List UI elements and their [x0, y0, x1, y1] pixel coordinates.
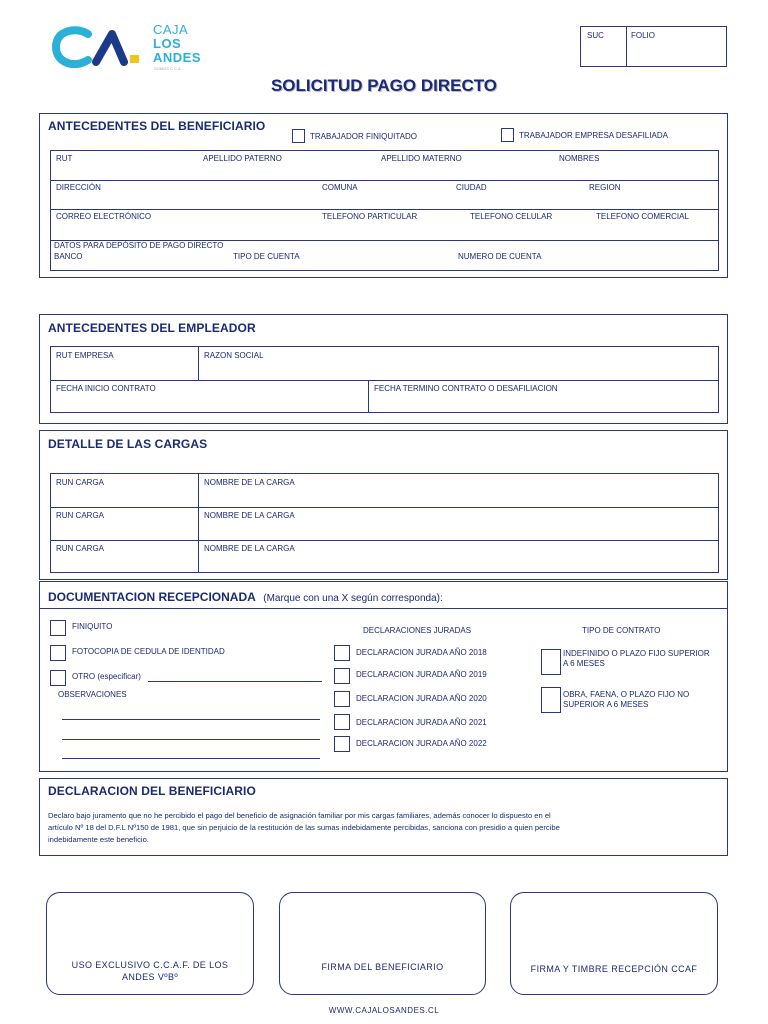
field-rut-empresa[interactable]: RUT EMPRESA	[56, 351, 114, 360]
label-declaracion-2021: DECLARACION JURADA AÑO 2021	[356, 718, 487, 727]
empleador-title: ANTECEDENTES DEL EMPLEADOR	[48, 321, 256, 335]
firma-beneficiario-label: FIRMA DEL BENEFICIARIO	[321, 962, 444, 972]
label-contrato-obra-l2: SUPERIOR A 6 MESES	[563, 700, 649, 709]
declaracion-text-line2: artículo Nº 18 del D.F.L Nº150 de 1981, que sin perjuicio de la restitución de las sumas indebidamente percibidas, sanciona con presidio a quien percibe	[48, 823, 560, 832]
checkbox-trabajador-empresa-desafiliada[interactable]	[501, 128, 514, 142]
field-fecha-inicio-contrato[interactable]: FECHA INICIO CONTRATO	[56, 384, 156, 393]
checkbox-trabajador-finiquitado[interactable]	[292, 129, 305, 143]
checkbox-contrato-indefinido[interactable]	[541, 649, 561, 675]
label-declaracion-2020: DECLARACION JURADA AÑO 2020	[356, 694, 487, 703]
field-run-carga[interactable]: RUN CARGA	[56, 511, 105, 520]
field-nombre-carga[interactable]: NOMBRE DE LA CARGA	[204, 544, 295, 553]
observaciones-line-3[interactable]	[62, 758, 320, 759]
label-contrato-indefinido-l1: INDEFINIDO O PLAZO FIJO SUPERIOR	[563, 649, 710, 658]
logo-line3: ANDES	[153, 50, 202, 65]
firma-timbre-box[interactable]	[510, 892, 718, 995]
cargas-title: DETALLE DE LAS CARGAS	[48, 437, 208, 451]
field-nombre-carga[interactable]: NOMBRE DE LA CARGA	[204, 478, 295, 487]
field-telefono-celular[interactable]: TELEFONO CELULAR	[470, 212, 553, 221]
label-finiquito: FINIQUITO	[72, 622, 113, 631]
logo-line1: CAJA	[153, 22, 189, 37]
cargas-section	[39, 430, 728, 580]
datos-deposito-label: DATOS PARA DEPÓSITO DE PAGO DIRECTO	[54, 241, 224, 250]
label-contrato-obra-l1: OBRA, FAENA, O PLAZO FIJO NO	[563, 690, 690, 699]
label-declaracion-2018: DECLARACION JURADA AÑO 2018	[356, 648, 487, 657]
field-fecha-termino-contrato[interactable]: FECHA TERMINO CONTRATO O DESAFILIACION	[374, 384, 558, 393]
beneficiario-grid	[50, 150, 719, 271]
logo-line2: LOS	[153, 36, 182, 51]
declaracion-text-line3: indebidamente este beneficio.	[48, 835, 149, 844]
tipo-contrato-title: TIPO DE CONTRATO	[582, 626, 661, 635]
empleador-section	[39, 314, 728, 424]
uso-exclusivo-line1: USO EXCLUSIVO C.C.A.F. DE LOS	[71, 960, 229, 970]
field-direccion[interactable]: DIRECCIÓN	[56, 183, 101, 192]
beneficiario-title: ANTECEDENTES DEL BENEFICIARIO	[48, 119, 266, 133]
field-nombre-carga[interactable]: NOMBRE DE LA CARGA	[204, 511, 295, 520]
field-nombres[interactable]: NOMBRES	[559, 154, 600, 163]
field-apellido-paterno[interactable]: APELLIDO PATERNO	[203, 154, 282, 163]
documentacion-subtitle: (Marque con una X según corresponda):	[263, 593, 443, 604]
otro-specify-line[interactable]	[148, 681, 322, 682]
beneficiario-section	[39, 113, 728, 278]
uso-exclusivo-box[interactable]	[46, 892, 254, 995]
field-banco[interactable]: BANCO	[54, 252, 83, 261]
page-title: SOLICITUD PAGO DIRECTO	[270, 76, 498, 95]
checkbox-declaracion-2018[interactable]	[334, 645, 350, 661]
field-rut[interactable]: RUT	[56, 154, 73, 163]
field-tipo-cuenta[interactable]: TIPO DE CUENTA	[233, 252, 300, 261]
folio-label: FOLIO	[631, 31, 656, 40]
checkbox-fotocopia-cedula[interactable]	[50, 645, 66, 661]
field-ciudad[interactable]: CIUDAD	[456, 183, 487, 192]
documentacion-body	[39, 608, 728, 772]
field-telefono-comercial[interactable]: TELEFONO COMERCIAL	[596, 212, 689, 221]
suc-folio-box	[580, 26, 727, 67]
documentacion-title: DOCUMENTACION RECEPCIONADA	[48, 590, 256, 604]
suc-label: SUC	[587, 31, 604, 40]
field-run-carga[interactable]: RUN CARGA	[56, 544, 105, 553]
logo-mark-icon	[50, 26, 150, 68]
field-region[interactable]: REGION	[589, 183, 621, 192]
field-telefono-particular[interactable]: TELEFONO PARTICULAR	[322, 212, 418, 221]
checkbox-otro[interactable]	[50, 670, 66, 686]
checkbox-declaracion-2021[interactable]	[334, 714, 350, 730]
checkbox-contrato-obra-faena[interactable]	[541, 687, 561, 713]
label-declaracion-2022: DECLARACION JURADA AÑO 2022	[356, 739, 487, 748]
uso-exclusivo-line2: ANDES VºBº	[121, 972, 179, 982]
logo	[50, 20, 220, 80]
cargas-grid	[50, 473, 719, 573]
declaracion-title: DECLARACION DEL BENEFICIARIO	[48, 784, 256, 798]
website-link[interactable]: WWW.CAJALOSANDES.CL	[328, 1006, 440, 1015]
field-correo-electronico[interactable]: CORREO ELECTRÓNICO	[56, 212, 152, 221]
field-numero-cuenta[interactable]: NUMERO DE CUENTA	[458, 252, 542, 261]
logo-tagline: SOMOS C.C.A.	[154, 66, 182, 71]
observaciones-label: OBSERVACIONES	[58, 690, 127, 699]
checkbox-declaracion-2020[interactable]	[334, 691, 350, 707]
label-fotocopia-cedula: FOTOCOPIA DE CEDULA DE IDENTIDAD	[72, 647, 225, 656]
label-otro: OTRO (especificar)	[72, 672, 141, 681]
field-apellido-materno[interactable]: APELLIDO MATERNO	[381, 154, 462, 163]
declaraciones-juradas-title: DECLARACIONES JURADAS	[363, 626, 472, 635]
checkbox-finiquito[interactable]	[50, 620, 66, 636]
field-run-carga[interactable]: RUN CARGA	[56, 478, 105, 487]
field-comuna[interactable]: COMUNA	[322, 183, 358, 192]
observaciones-line-1[interactable]	[62, 719, 320, 720]
firma-beneficiario-box[interactable]	[279, 892, 486, 995]
checkbox-declaracion-2022[interactable]	[334, 736, 350, 752]
label-declaracion-2019: DECLARACION JURADA AÑO 2019	[356, 670, 487, 679]
declaracion-text-line1: Declaro bajo juramento que no he percibido el pago del beneficio de asignación familiar por mis cargas familiares, además conocer lo dispuesto en el	[48, 811, 551, 820]
checkbox-declaracion-2019[interactable]	[334, 668, 350, 684]
label-trabajador-empresa-desafiliada: TRABAJADOR EMPRESA DESAFILIADA	[519, 131, 668, 140]
declaracion-section	[39, 778, 728, 856]
documentacion-header	[39, 581, 728, 609]
field-razon-social[interactable]: RAZON SOCIAL	[204, 351, 264, 360]
firma-timbre-label: FIRMA Y TIMBRE RECEPCIÓN CCAF	[530, 964, 698, 974]
observaciones-line-2[interactable]	[62, 739, 320, 740]
empleador-grid	[50, 346, 719, 413]
label-trabajador-finiquitado: TRABAJADOR FINIQUITADO	[310, 132, 417, 141]
label-contrato-indefinido-l2: A 6 MESES	[563, 659, 605, 668]
